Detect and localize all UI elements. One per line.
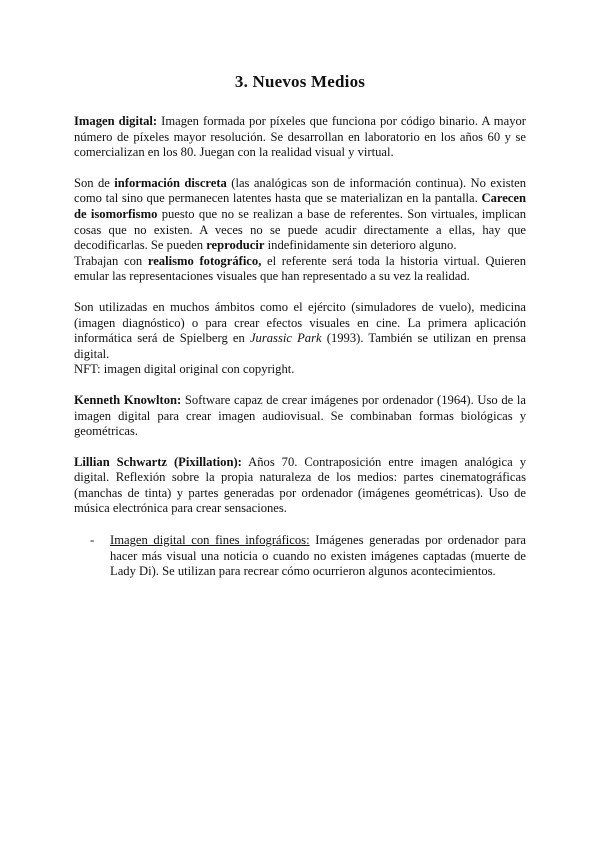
list-item [74, 533, 526, 580]
section-title: 3. Nuevos Medios [234, 72, 366, 91]
paragraph-knowlton: Kenneth Knowlton: Software capaz de crear imágenes por ordenador (1964). Uso de la imagen digital para crear imagen audiovisual. Se combinaban formas biológicas y geométricas. [74, 392, 526, 439]
spacer [74, 440, 526, 455]
spacer [74, 161, 526, 176]
paragraph-informacion-discreta: Son de información discreta (las analógicas son de información continua). No existen como tal sino que permanecen latentes hasta que se materializan en la pantalla. Carecen de isomorfismo puesto que no se realizan a base de referentes. Son virtuales, implican cosas que no existen. A veces no se puede acudir directamente a ellas, hay que decodificarlas. Se pueden reproducir indefinidamente sin deterioro alguno. [74, 175, 527, 253]
spacer [74, 285, 526, 300]
paragraph-schwartz: Lillian Schwartz (Pixillation): Años 70. Contraposición entre imagen analógica y digital. Reflexión sobre la propia naturaleza de los medios: partes cinematográficas (manchas de tinta) y partes generadas por ordenador (imágenes geométricas). Uso de música electrónica para crear sensaciones. [74, 454, 526, 516]
list-bullet: - [90, 533, 95, 548]
spacer [74, 378, 526, 393]
paragraph-realismo: Trabajan con realismo fotográfico, el referente será toda la historia virtual. Quieren emular las representaciones visuales que han representado a su vez la realidad. [74, 253, 526, 284]
list-item-text: Imagen digital con fines infográficos: Imágenes generadas por ordenador para hacer más visual una noticia o cuando no existen imágenes captadas (muerte de Lady Di). Se utilizan para recrear cómo ocurrieron algunos acontecimientos. [110, 533, 526, 579]
paragraph-imagen-digital: Imagen digital: Imagen formada por píxeles que funciona por código binario. A mayor número de píxeles mayor resolución. Se desarrollan en laboratorio en los años 60 y se comercializan en los 80. Juegan con la realidad visual y virtual. [74, 114, 526, 160]
term-imagen-digital: Imagen digital: [74, 114, 158, 128]
paragraph-usos: Son utilizadas en muchos ámbitos como el ejército (simuladores de vuelo), medicina (imagen diagnóstico) o para crear efectos visuales en cine. La primera aplicación informática será de Spielberg en Jurassic Park (1993). También se utilizan en prensa digital. [74, 299, 526, 361]
paragraph-nft: NFT: imagen digital original con copyright. [74, 362, 295, 377]
